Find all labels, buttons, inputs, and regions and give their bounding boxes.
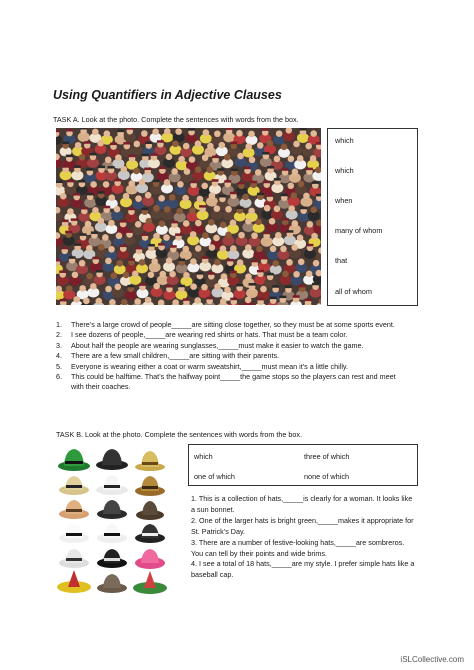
item-text: Everyone is wearing either a coat or warm sweatshirt,_____must mean it’s a little chilly. bbox=[71, 361, 348, 371]
word-box-a bbox=[327, 128, 418, 306]
crowd-image bbox=[56, 128, 321, 305]
list-item bbox=[56, 372, 396, 393]
page-title: Using Quantifiers in Adjective Clauses bbox=[53, 88, 282, 102]
item-number: 6. bbox=[56, 372, 62, 382]
item-number: 2. bbox=[56, 330, 62, 340]
word-box-a-item: which bbox=[335, 136, 354, 145]
list-item bbox=[56, 341, 396, 351]
crowd-photo bbox=[56, 128, 321, 305]
word-box-b-item: three of which bbox=[304, 452, 350, 461]
word-box-a-item: all of whom bbox=[335, 287, 372, 296]
item-number: 3. bbox=[56, 340, 62, 350]
item-text: There’s a large crowd of people_____are sitting close together, so they must be at some sports event. bbox=[71, 320, 395, 329]
item-text: I see dozens of people,_____are wearing red shirts or hats. That must be a team color. bbox=[71, 330, 348, 340]
list-item: 2. One of the larger hats is bright green,_____makes it appropriate for St. Patrick’s Day. bbox=[191, 515, 414, 536]
word-box-b bbox=[188, 444, 418, 486]
word-box-a-item: many of whom bbox=[335, 226, 383, 235]
list-item bbox=[56, 320, 396, 330]
list-item: 3. There are a number of festive-looking hats,_____are sombreros. You can tell by their points and wide brims. bbox=[191, 537, 405, 558]
word-box-a-item: that bbox=[335, 256, 348, 265]
list-item bbox=[56, 362, 396, 372]
word-box-a-item: which bbox=[335, 166, 354, 175]
item-number: 4. bbox=[56, 351, 62, 361]
list-item bbox=[56, 330, 396, 340]
hats-image bbox=[56, 443, 174, 603]
word-box-b-item: which bbox=[194, 452, 213, 461]
item-number: 1. bbox=[56, 320, 62, 329]
word-box-a-item: when bbox=[335, 196, 353, 205]
hats-photo bbox=[56, 443, 174, 603]
item-text: About half the people are wearing sunglasses,_____must make it easier to watch the game. bbox=[71, 340, 364, 350]
word-box-b-item: one of which bbox=[194, 472, 235, 481]
item-text: This could be halftime. That’s the halfway point_____the game stops so the players can rest and meet with their coaches. bbox=[71, 372, 396, 392]
task-a-sentences bbox=[56, 320, 396, 393]
task-b-instruction: TASK B. Look at the photo. Complete the sentences with words from the box. bbox=[56, 430, 302, 439]
task-a-instruction: TASK A. Look at the photo. Complete the sentences with words from the box. bbox=[53, 115, 299, 124]
item-text: There are a few small children,_____are sitting with their parents. bbox=[71, 351, 280, 361]
task-b-sentences bbox=[191, 494, 416, 581]
word-box-b-item: none of which bbox=[304, 472, 350, 481]
list-item: 4. I see a total of 18 hats,_____are my style. I prefer simple hats like a baseball cap. bbox=[191, 559, 415, 580]
list-item: 1. This is a collection of hats,_____is clearly for a woman. It looks like a sun bonnet. bbox=[191, 494, 413, 514]
item-number: 5. bbox=[56, 361, 62, 371]
footer-watermark: iSLCollective.com bbox=[400, 655, 464, 664]
list-item bbox=[56, 351, 396, 361]
